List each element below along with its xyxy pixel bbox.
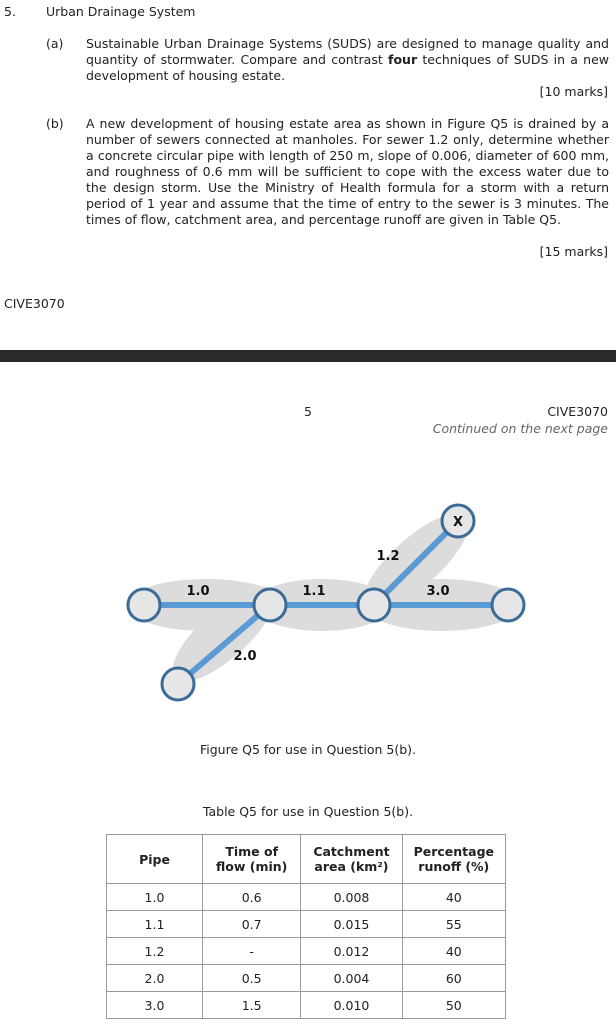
- header-time-line1: Time of: [225, 844, 279, 859]
- table-row: [107, 938, 506, 965]
- part-a-marks: [10 marks]: [539, 84, 608, 99]
- part-a-label: (a): [46, 36, 64, 51]
- pipe-label-3-0: 3.0: [426, 584, 450, 599]
- cell-time: 0.5: [203, 965, 301, 992]
- cell-area: 0.012: [301, 938, 402, 965]
- table-row: [107, 965, 506, 992]
- figure-caption: Figure Q5 for use in Question 5(b).: [199, 742, 417, 757]
- cell-pipe: 2.0: [107, 965, 203, 992]
- cell-time: 1.5: [203, 992, 301, 1019]
- table-caption: Table Q5 for use in Question 5(b).: [202, 804, 414, 819]
- manhole-5: [162, 668, 194, 700]
- table-q5: [106, 834, 506, 1019]
- footer-course-code: CIVE3070: [4, 296, 65, 311]
- manhole-2: [254, 589, 286, 621]
- manhole-1: [128, 589, 160, 621]
- cell-pipe: 1.2: [107, 938, 203, 965]
- header-runoff-line2: runoff (%): [418, 859, 490, 874]
- pipe-label-2-0: 2.0: [233, 649, 257, 664]
- part-b-text: A new development of housing estate area as shown in Figure Q5 is drained by a number of sewers connected at manholes. For sewer 1.2 only, determine whether a concrete circular pipe with length of 250 m, slope of 0.006, diameter of 600 mm, and roughness of 0.6 mm will be sufficient to cope with the excess water due to the design storm. Use the Ministry of Health formula for a storm with a return period of 1 year and assume that the time of entry to the sewer is 3 minutes. The times of flow, catchment area, and percentage runoff are given in Table Q5.: [86, 116, 609, 227]
- header-time: [203, 835, 301, 884]
- pipe-label-1-0: 1.0: [186, 584, 210, 599]
- part-a-text-before: Sustainable Urban Drainage Systems (SUDS) are designed to manage quality and quantity of stormwater. Compare and contrast: [86, 36, 609, 67]
- header-area-line2: area (km²): [314, 859, 389, 874]
- cell-time: -: [203, 938, 301, 965]
- outlet-label: X: [452, 515, 464, 530]
- sewer-network-figure: [0, 490, 616, 720]
- question-number: 5.: [4, 4, 16, 19]
- cell-area: 0.008: [301, 884, 402, 911]
- cell-runoff: 40: [402, 884, 505, 911]
- pipe-label-1-1: 1.1: [302, 584, 326, 599]
- part-b-label: (b): [46, 116, 64, 131]
- part-a-text-after: techniques of SUDS in a new development of housing estate.: [86, 52, 610, 83]
- cell-time: 0.7: [203, 911, 301, 938]
- question-title: Urban Drainage System: [46, 4, 196, 19]
- cell-runoff: 50: [402, 992, 505, 1019]
- header-runoff: [402, 835, 505, 884]
- manhole-4: [492, 589, 524, 621]
- table-header-row: [107, 835, 506, 884]
- cell-pipe: 1.0: [107, 884, 203, 911]
- cell-pipe: 1.1: [107, 911, 203, 938]
- header-area-line1: Catchment: [313, 844, 390, 859]
- continued-note: Continued on the next page: [432, 421, 608, 436]
- table-row: [107, 911, 506, 938]
- cell-area: 0.010: [301, 992, 402, 1019]
- table-row: [107, 992, 506, 1019]
- header-time-line2: flow (min): [215, 859, 288, 874]
- pipe-label-1-2: 1.2: [376, 549, 400, 564]
- cell-runoff: 60: [402, 965, 505, 992]
- cell-runoff: 40: [402, 938, 505, 965]
- part-a-text: [86, 36, 609, 84]
- page-divider: [0, 350, 616, 362]
- page-number: 5: [304, 404, 312, 419]
- header-area: [301, 835, 402, 884]
- header-runoff-line1: Percentage: [413, 844, 495, 859]
- header-course-code: CIVE3070: [547, 404, 608, 419]
- cell-area: 0.004: [301, 965, 402, 992]
- cell-area: 0.015: [301, 911, 402, 938]
- cell-pipe: 3.0: [107, 992, 203, 1019]
- cell-time: 0.6: [203, 884, 301, 911]
- part-a-bold: four: [388, 52, 418, 67]
- table-row: [107, 884, 506, 911]
- header-pipe: Pipe: [107, 835, 203, 884]
- part-b-marks: [15 marks]: [539, 244, 608, 259]
- manhole-3: [358, 589, 390, 621]
- cell-runoff: 55: [402, 911, 505, 938]
